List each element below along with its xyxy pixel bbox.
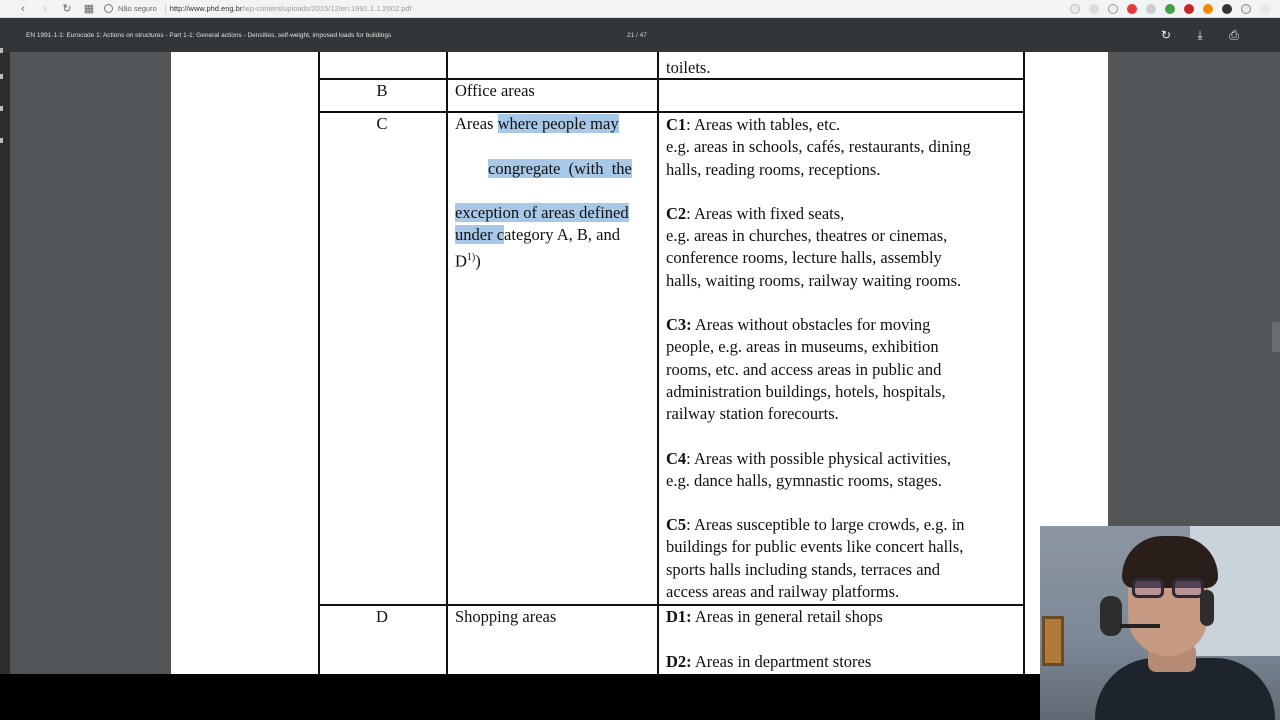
pdf-actions	[1158, 27, 1242, 43]
footnote-mark: 1)	[466, 251, 476, 263]
example-line: conference rooms, lecture halls, assembly	[666, 248, 942, 268]
table-border	[1023, 52, 1025, 674]
example-line	[666, 651, 871, 673]
usage-line	[455, 202, 651, 224]
download-icon[interactable]: ⤓	[1197, 28, 1203, 42]
example-line: people, e.g. areas in museums, exhibition	[666, 337, 939, 357]
text-run: D	[455, 251, 467, 271]
example-line: rooms, etc. and access areas in public and	[666, 359, 942, 379]
webcam-picture-frame	[1042, 616, 1064, 666]
text-run: :	[686, 115, 694, 134]
url-separator	[165, 4, 166, 14]
text-run: Areas without obstacles for moving	[694, 315, 931, 335]
menu-icon[interactable]	[1260, 4, 1270, 14]
example-block-c5	[666, 514, 1017, 603]
globe-icon	[104, 4, 113, 13]
text-run: congregate	[488, 158, 561, 178]
example-line	[666, 203, 1017, 225]
text-run: :	[686, 515, 694, 535]
strip-marker	[0, 48, 3, 53]
headset-icon	[1100, 596, 1122, 636]
webcam-overlay	[1040, 526, 1280, 720]
table-cell: toilets.	[666, 58, 711, 77]
strip-marker	[0, 106, 3, 111]
sub-code: D1:	[666, 607, 692, 626]
example-line	[666, 448, 1017, 470]
url-path: /wp-content/uploads/2015/12/en.1991.1.1.2002.pdf	[242, 4, 412, 13]
usage-line	[455, 135, 651, 202]
shield-icon[interactable]	[1184, 4, 1194, 14]
example-line: sports halls including stands, terraces and	[666, 559, 941, 579]
profile-icon[interactable]	[1222, 4, 1232, 14]
url-host: http://www.phd.eng.br	[169, 4, 243, 13]
sub-code: C5	[666, 515, 687, 535]
text-run: Areas with possible physical activities,	[693, 448, 952, 468]
text-run: Areas with tables, etc.	[693, 115, 841, 134]
extensions-area	[1070, 2, 1270, 16]
example-line: railway station forecourts.	[666, 404, 839, 424]
text-run: Areas with fixed seats,	[693, 203, 845, 223]
example-line: e.g. areas in churches, theatres or cinemas,	[666, 226, 948, 246]
example-line: buildings for public events like concert halls,	[666, 537, 964, 557]
text-run: may	[590, 114, 619, 133]
example-line: halls, reading rooms, receptions.	[666, 159, 881, 179]
rotate-icon[interactable]: ↻	[1160, 28, 1172, 42]
apps-icon[interactable]: ▦	[83, 3, 95, 15]
text-run: Areas in department stores	[691, 652, 872, 671]
pdf-page	[171, 52, 1108, 674]
usage-cell-d: Shopping areas	[455, 607, 557, 626]
text-run: Areas in general retail shops	[691, 607, 883, 626]
table-border	[446, 52, 448, 674]
page-indicator: 21 / 47	[627, 32, 647, 39]
text-run: exception of areas defined	[455, 203, 629, 223]
usage-line	[455, 247, 651, 273]
reload-icon[interactable]: ↻	[62, 3, 72, 15]
text-run: ategory A, B, and	[504, 225, 620, 245]
print-icon[interactable]: ⎙	[1229, 28, 1239, 42]
example-line: halls, waiting rooms, railway waiting rooms.	[666, 270, 962, 290]
bookmark-icon[interactable]	[1070, 4, 1080, 14]
example-line	[666, 514, 1017, 536]
sub-code: C3:	[666, 315, 692, 335]
scrollbar-thumb[interactable]	[1272, 322, 1280, 352]
security-label: Não seguro	[118, 4, 157, 13]
text-run: (with the	[560, 158, 632, 178]
pdf-toolbar	[0, 18, 1280, 52]
text-run: :	[686, 448, 694, 468]
bottom-bar	[0, 674, 1040, 720]
strip-marker	[0, 74, 3, 79]
table-border	[657, 52, 659, 674]
example-line: access areas and railway platforms.	[666, 582, 900, 602]
headset-icon	[1200, 590, 1214, 626]
example-block-c4	[666, 448, 1017, 493]
example-block-c2	[666, 203, 1017, 292]
microphone-icon	[1120, 624, 1160, 628]
text-run: people	[542, 114, 587, 133]
usage-cell-b: Office areas	[455, 81, 535, 100]
category-label-b: B	[376, 81, 388, 100]
table-border	[318, 111, 1025, 113]
address-bar[interactable]	[104, 1, 1054, 16]
extension-green-icon[interactable]	[1165, 4, 1175, 14]
text-run: where	[497, 114, 538, 133]
side-strip	[0, 52, 10, 674]
download-icon[interactable]	[1241, 4, 1251, 14]
text-run: under c	[455, 225, 505, 245]
usage-line	[455, 113, 651, 135]
extension-orange-icon[interactable]	[1203, 4, 1213, 14]
heart-icon[interactable]	[1127, 4, 1137, 14]
text-run: )	[475, 251, 481, 271]
play-icon[interactable]	[1108, 4, 1118, 14]
search-icon[interactable]	[1089, 4, 1099, 14]
usage-line	[455, 224, 651, 246]
example-line	[666, 314, 1017, 336]
sub-code: C4	[666, 448, 687, 468]
browser-toolbar	[0, 0, 1280, 18]
example-line	[666, 606, 883, 628]
example-block-c1	[666, 114, 1017, 181]
pdf-title: EN 1991-1-1: Eurocode 1: Actions on structures - Part 1-1: General actions - Densities, self-weight, imposed loads for buildings	[26, 32, 392, 39]
example-block-c3	[666, 314, 1017, 425]
strip-marker	[0, 138, 3, 143]
rss-icon[interactable]	[1146, 4, 1156, 14]
sub-code: C1	[666, 115, 687, 134]
example-line: administration buildings, hotels, hospitals,	[666, 381, 946, 401]
category-label-c: C	[376, 114, 388, 133]
sub-code: C2	[666, 203, 687, 223]
text-run: Areas	[455, 114, 498, 133]
example-line: e.g. areas in schools, cafés, restaurants, dining	[666, 137, 971, 157]
usage-cell-c	[455, 113, 651, 273]
example-line: e.g. dance halls, gymnastic rooms, stages.	[666, 470, 942, 490]
examples-cell-c	[666, 114, 1017, 603]
category-label-d: D	[376, 607, 388, 626]
example-line	[666, 114, 1017, 136]
webcam-glasses	[1132, 578, 1208, 600]
back-icon[interactable]: ‹	[21, 2, 25, 15]
text-run: :	[686, 203, 694, 223]
sub-code: D2:	[666, 652, 692, 671]
lens	[1132, 578, 1164, 598]
table-border	[318, 52, 320, 674]
text-run: Areas susceptible to large crowds, e.g. in	[693, 515, 965, 535]
forward-icon[interactable]: ›	[43, 2, 47, 15]
